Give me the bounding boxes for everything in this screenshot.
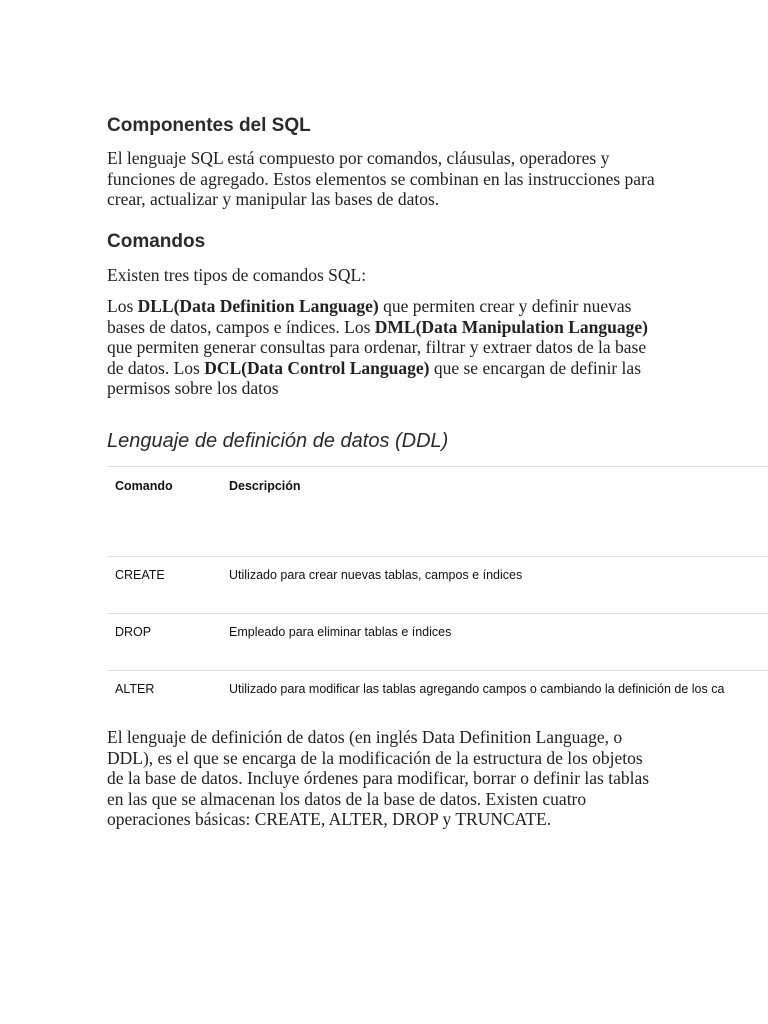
table-cell-description: Utilizado para modificar las tablas agregando campos o cambiando la definición de los ca [229, 682, 725, 696]
text-los-4: que se encargan de definir las permisos sobre los datos [107, 357, 641, 398]
table-cell-command: DROP [115, 625, 152, 639]
table-cell-command: ALTER [115, 682, 155, 696]
table-header-descripcion: Descripción [229, 479, 301, 493]
table-header-row [107, 466, 768, 556]
heading-comandos: Comandos [107, 231, 206, 252]
table-row [107, 556, 768, 613]
table-row [107, 613, 768, 670]
table-cell-command: CREATE [115, 568, 165, 582]
heading-ddl: Lenguaje de definición de datos (DDL) [107, 430, 449, 452]
paragraph-componentes-intro: El lenguaje SQL está compuesto por comandos, cláusulas, operadores y funciones de agregado. Estos elementos se combinan en las instrucciones para crear, actualizar y manipular las bases de datos. [107, 148, 655, 209]
paragraph-ddl-definition: El lenguaje de definición de datos (en inglés Data Definition Language, o DDL), es el que se encarga de la modificación de la estructura de los objetos de la base de datos. Incluye órdenes para modificar, borrar o definir las tablas en las que se almacenan los datos de la base de datos. Existen cuatro operaciones básicas: CREATE, ALTER, DROP y TRUNCATE. [107, 727, 650, 829]
text-los-2: que permiten crear y definir nuevas bases de datos, campos e índices. Los [107, 296, 632, 337]
term-dml: DML(Data Manipulation Language) [374, 316, 648, 337]
ddl-commands-table [107, 466, 768, 711]
table-row [107, 670, 768, 711]
table-cell-description: Utilizado para crear nuevas tablas, campos e índices [229, 568, 523, 582]
text-los-3: que permiten generar consultas para ordenar, filtrar y extraer datos de la base de datos. Los [107, 337, 647, 378]
paragraph-tipos-intro: Existen tres tipos de comandos SQL: [107, 265, 367, 285]
heading-componentes-sql: Componentes del SQL [107, 115, 311, 136]
term-dll: DLL(Data Definition Language) [137, 296, 379, 316]
table-header-comando: Comando [115, 479, 173, 493]
table-cell-description: Empleado para eliminar tablas e índices [229, 625, 452, 639]
term-dcl: DCL(Data Control Language) [204, 357, 430, 378]
document-page [107, 0, 768, 1024]
text-los-1: Los [107, 296, 138, 316]
paragraph-tipos-comandos [107, 296, 663, 399]
